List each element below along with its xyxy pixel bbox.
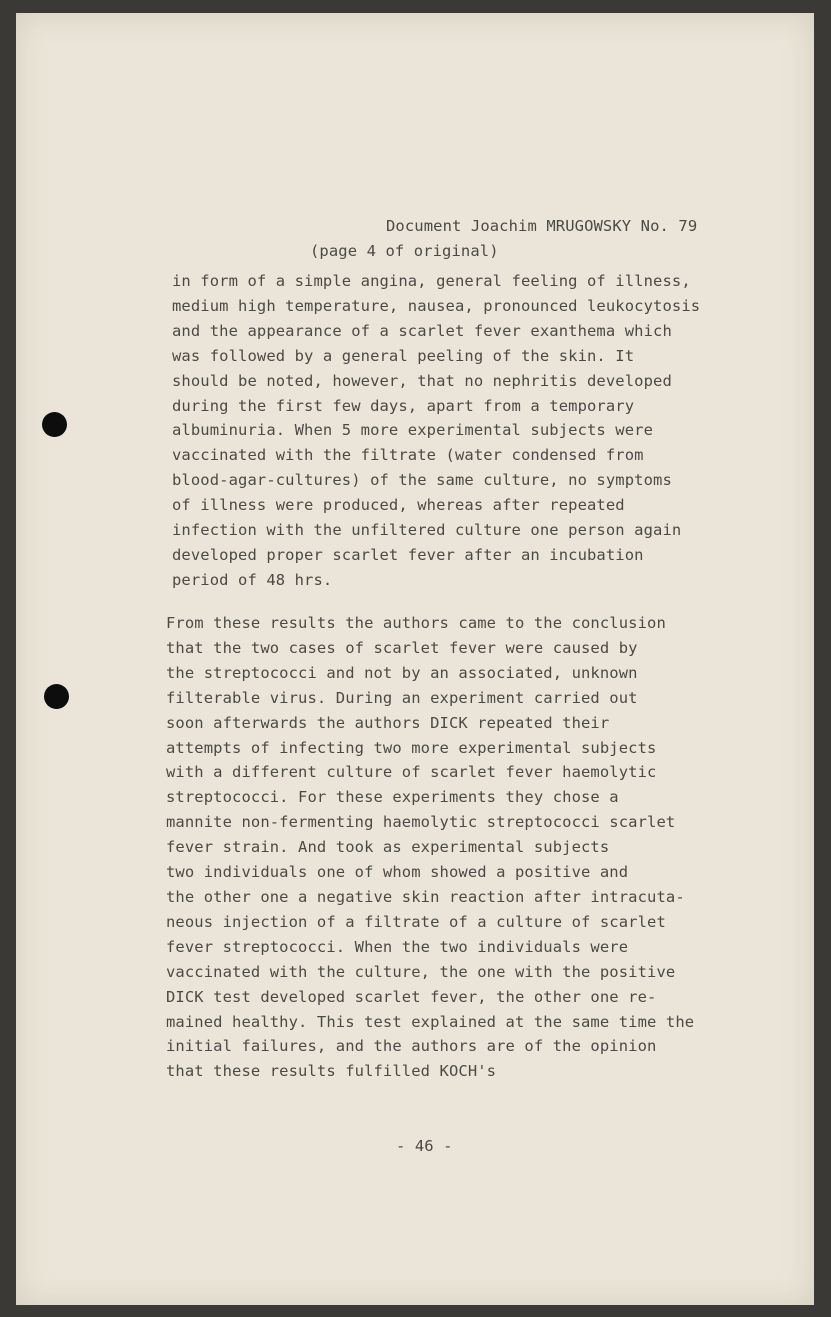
body-paragraph-1: in form of a simple angina, general feeling of illness, medium high temperature, nausea, pronounced leukocytosis and the appearance of a scarlet fever exanthema which was followed by a general peeling of the skin. It should be noted, however, that no nephritis developed during the first few days, apart from a temporary albuminuria. When 5 more experimental subjects were vaccinated with the filtrate (water condensed from blood-agar-cultures) of the same culture, no symptoms of illness were produced, whereas after repeated infection with the unfiltered culture one person again developed proper scarlet fever after an incubation period of 48 hrs. (172, 272, 701, 589)
document-reference: Document Joachim MRUGOWSKY No. 79 (386, 217, 698, 235)
document-page (16, 13, 814, 1305)
page-number: - 46 - (396, 1137, 453, 1155)
body-paragraph-2: From these results the authors came to the conclusion that the two cases of scarlet fever were caused by the streptococci and not by an associated, unknown filterable virus. During an experiment carried out soon afterwards the authors DICK repeated their attempts of infecting two more experimental subjects with a different culture of scarlet fever haemolytic streptococci. For these experiments they chose a mannite non-fermenting haemolytic streptococci scarlet fever strain. And took as experimental subjects two individuals one of whom showed a positive and the other one a negative skin reaction after intracuta- neous injection of a filtrate of a culture of scarlet fever streptococci. When the two individuals were vaccinated with the culture, the one with the positive DICK test developed scarlet fever, the other one re- mained healthy. This test explained at the same time the initial failures, and the authors are of the opinion that these results fulfilled KOCH's (166, 614, 695, 1081)
original-page-reference: (page 4 of original) (310, 242, 499, 260)
punch-hole-top (42, 412, 67, 437)
punch-hole-bottom (44, 684, 69, 709)
